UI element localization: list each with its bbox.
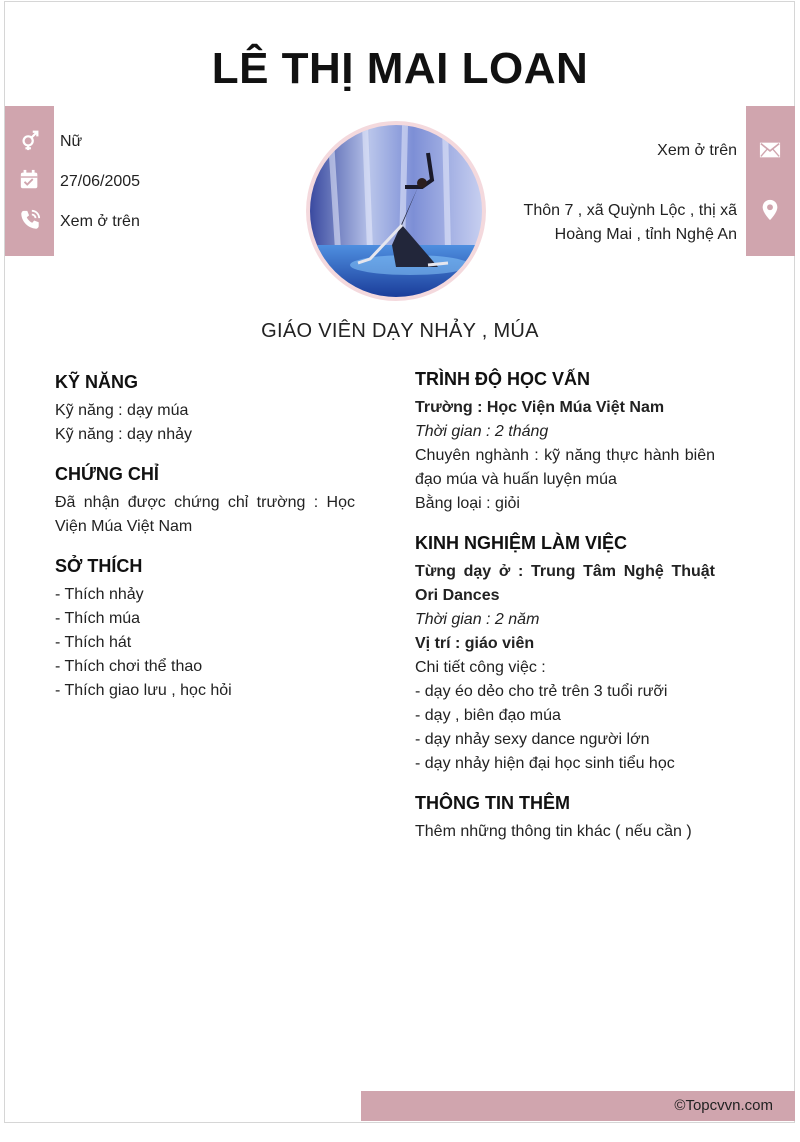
- more-info-section: [415, 790, 715, 844]
- calendar-icon: [18, 168, 42, 192]
- left-icon-bar: [5, 106, 54, 256]
- copyright-link[interactable]: ©Topcvvn.com: [674, 1097, 773, 1114]
- education-time: Thời gian : 2 tháng: [415, 423, 549, 440]
- avatar: [310, 125, 482, 297]
- skill-item: Kỹ năng : dạy múa: [55, 402, 189, 419]
- email-icon: [758, 138, 782, 162]
- skills-heading: KỸ NĂNG: [55, 372, 139, 392]
- address-line2: Hoàng Mai , tỉnh Nghệ An: [554, 226, 737, 243]
- left-column: [55, 369, 355, 717]
- skill-item: Kỹ năng : dạy nhảy: [55, 426, 192, 443]
- experience-section: [415, 530, 715, 776]
- education-section: [415, 366, 715, 516]
- hobby-item: - Thích múa: [55, 610, 141, 627]
- avatar-frame: [306, 121, 486, 301]
- experience-detail-item: - dạy , biên đạo múa: [415, 707, 561, 724]
- right-icon-bar: [746, 106, 795, 256]
- hobby-item: - Thích hát: [55, 634, 132, 651]
- experience-details-label: Chi tiết công việc :: [415, 659, 546, 676]
- education-grade: Bằng loại : giỏi: [415, 495, 520, 512]
- address-line1: Thôn 7 , xã Quỳnh Lộc , thị xã: [523, 202, 737, 219]
- birthday-text: 27/06/2005: [60, 173, 141, 190]
- experience-detail-item: - dạy nhảy sexy dance người lớn: [415, 731, 650, 748]
- experience-position: Vị trí : giáo viên: [415, 635, 535, 652]
- education-school: Trường : Học Viện Múa Việt Nam: [415, 399, 665, 416]
- certificates-heading: CHỨNG CHỈ: [55, 464, 159, 484]
- location-icon: [758, 198, 782, 222]
- education-major: Chuyên nghành : kỹ năng thực hành biên đạo múa và huấn luyện múa: [415, 447, 715, 488]
- email-text: Xem ở trên: [657, 142, 737, 159]
- candidate-name: LÊ THỊ MAI LOAN: [211, 44, 589, 93]
- hobbies-heading: SỞ THÍCH: [55, 556, 143, 576]
- hobby-item: - Thích chơi thể thao: [55, 658, 203, 675]
- skills-section: [55, 369, 355, 447]
- job-title: GIÁO VIÊN DẠY NHẢY , MÚA: [261, 320, 539, 342]
- experience-detail-item: - dạy nhảy hiện đại học sinh tiểu học: [415, 755, 675, 772]
- gender-icon: [18, 128, 42, 152]
- right-column: [415, 366, 715, 858]
- experience-place: Từng dạy ở : Trung Tâm Nghệ Thuật Ori Dances: [415, 563, 715, 604]
- hobby-item: - Thích nhảy: [55, 586, 144, 603]
- hobbies-section: [55, 553, 355, 703]
- footer-bar: [361, 1091, 795, 1121]
- gender-text: Nữ: [60, 133, 83, 150]
- hobby-item: - Thích giao lưu , học hỏi: [55, 682, 232, 699]
- experience-time: Thời gian : 2 năm: [415, 611, 540, 628]
- certificates-section: [55, 461, 355, 539]
- certificate-text: Đã nhận được chứng chỉ trường : Học Viện Múa Việt Nam: [55, 494, 355, 535]
- more-info-text: Thêm những thông tin khác ( nếu cần ): [415, 823, 692, 840]
- phone-icon: [18, 208, 42, 232]
- education-heading: TRÌNH ĐỘ HỌC VẤN: [415, 369, 590, 389]
- experience-heading: KINH NGHIỆM LÀM VIỆC: [415, 533, 628, 553]
- more-info-heading: THÔNG TIN THÊM: [415, 793, 570, 813]
- experience-detail-item: - dạy éo dẻo cho trẻ trên 3 tuổi rưỡi: [415, 683, 668, 700]
- phone-text: Xem ở trên: [60, 213, 140, 230]
